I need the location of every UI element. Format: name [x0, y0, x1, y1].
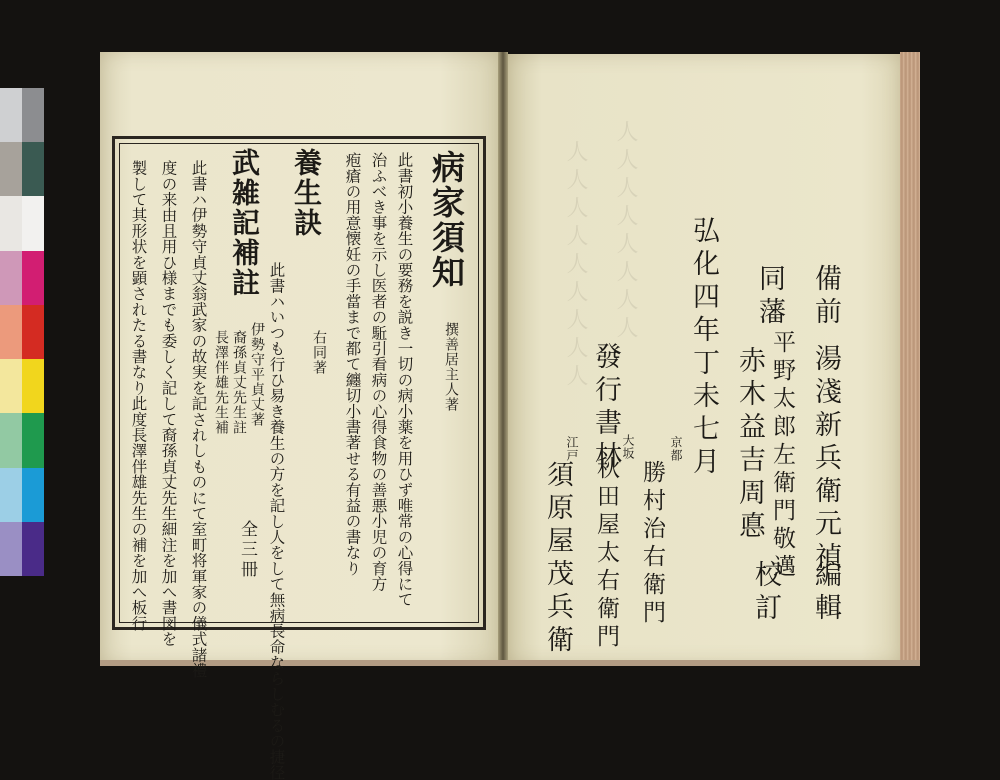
calibration-swatch [22, 522, 44, 576]
editor-role: 編輯 [810, 560, 841, 626]
book-gutter [498, 52, 508, 664]
publisher-name: 勝村治右衛門 [639, 460, 665, 628]
ad2-title: 養生訣 [290, 148, 323, 238]
calibration-row [0, 142, 44, 196]
editor-domain: 同藩 [754, 264, 785, 330]
editor-name: 湯淺新兵衛元禎 [810, 344, 841, 575]
calibration-swatch [22, 251, 44, 305]
ad3-desc-line: 度の来由且用ひ様までも委しく記して裔孫貞丈先生細注を加へ書図を [159, 160, 178, 647]
ad1-desc-line: 此書初小養生の要務を説き一切の病小薬を用ひず唯常の心得にて [395, 152, 414, 608]
ad1-author: 撰善居主人著 [443, 322, 459, 412]
ad1-desc-line: 疱瘡の用意懐妊の手當まで都て纏切小書著せる有益の書なり [343, 152, 362, 576]
ad3-desc-line: 製して其形状を顕されたる書なり此度長澤伴雄先生の補を加へ板行 [129, 160, 148, 631]
calibration-swatch [22, 359, 44, 413]
calibration-swatch [22, 142, 44, 196]
color-calibration-strip [0, 88, 44, 576]
publisher-city: 大坂 [621, 434, 635, 460]
ad3-title: 武雑記補註 [228, 148, 261, 298]
publisher-name: 須原屋茂兵衛 [542, 460, 573, 658]
ad2-desc-line: 此書ハいつも行ひ易き養生の方を記し人をして無病長命ならしむるの捷径 [267, 262, 286, 780]
ad3-desc-line: 此書ハ伊勢守貞丈翁武家の故実を記されしものにて室町将軍家の儀式諸禮 [189, 160, 208, 679]
calibration-swatch [0, 88, 22, 142]
calibration-row [0, 305, 44, 359]
calibration-swatch [0, 305, 22, 359]
calibration-swatch [0, 196, 22, 250]
editor-name: 赤木益吉周悳 [734, 346, 765, 544]
calibration-row [0, 251, 44, 305]
bottom-edge [100, 660, 920, 666]
editor-name: 平野太郎左衛門敬邁 [769, 330, 795, 582]
calibration-row [0, 359, 44, 413]
calibration-swatch [22, 305, 44, 359]
ad3-author: 伊勢守平貞丈著 [249, 322, 265, 427]
calibration-swatch [0, 359, 22, 413]
calibration-row [0, 522, 44, 576]
calibration-row [0, 413, 44, 467]
calibration-swatch [22, 196, 44, 250]
calibration-row [0, 88, 44, 142]
ad1-title: 病家須知 [427, 150, 466, 290]
publisher-city: 京都 [669, 436, 683, 462]
editor-role: 校訂 [750, 560, 781, 626]
calibration-swatch [0, 413, 22, 467]
publication-date: 弘化四年丁未七月 [688, 216, 719, 480]
calibration-row [0, 468, 44, 522]
calibration-swatch [0, 251, 22, 305]
ad3-volumes: 全三冊 [237, 520, 257, 580]
bleed-through: 人人人人人人人人 [613, 120, 638, 344]
editor-domain: 備前 [810, 264, 841, 330]
ad2-author: 右同著 [311, 330, 327, 375]
ad3-author: 長澤伴雄先生補 [213, 330, 229, 435]
publisher-name: 秋田屋太右衛門 [593, 456, 619, 652]
calibration-swatch [0, 468, 22, 522]
calibration-swatch [22, 413, 44, 467]
page-edge [900, 52, 920, 662]
publisher-city: 江戸 [565, 436, 579, 462]
calibration-swatch [0, 142, 22, 196]
ad1-desc-line: 治ふべき事を示し医者の駈引看病の心得食物の善悪小児の育方 [369, 152, 388, 592]
calibration-swatch [0, 522, 22, 576]
bleed-through: 人人人人人人人人人 [563, 140, 588, 392]
publishers-label: 發行書林 [590, 342, 621, 474]
ad3-author: 裔孫貞丈先生註 [231, 330, 247, 435]
calibration-swatch [22, 88, 44, 142]
calibration-swatch [22, 468, 44, 522]
calibration-row [0, 196, 44, 250]
